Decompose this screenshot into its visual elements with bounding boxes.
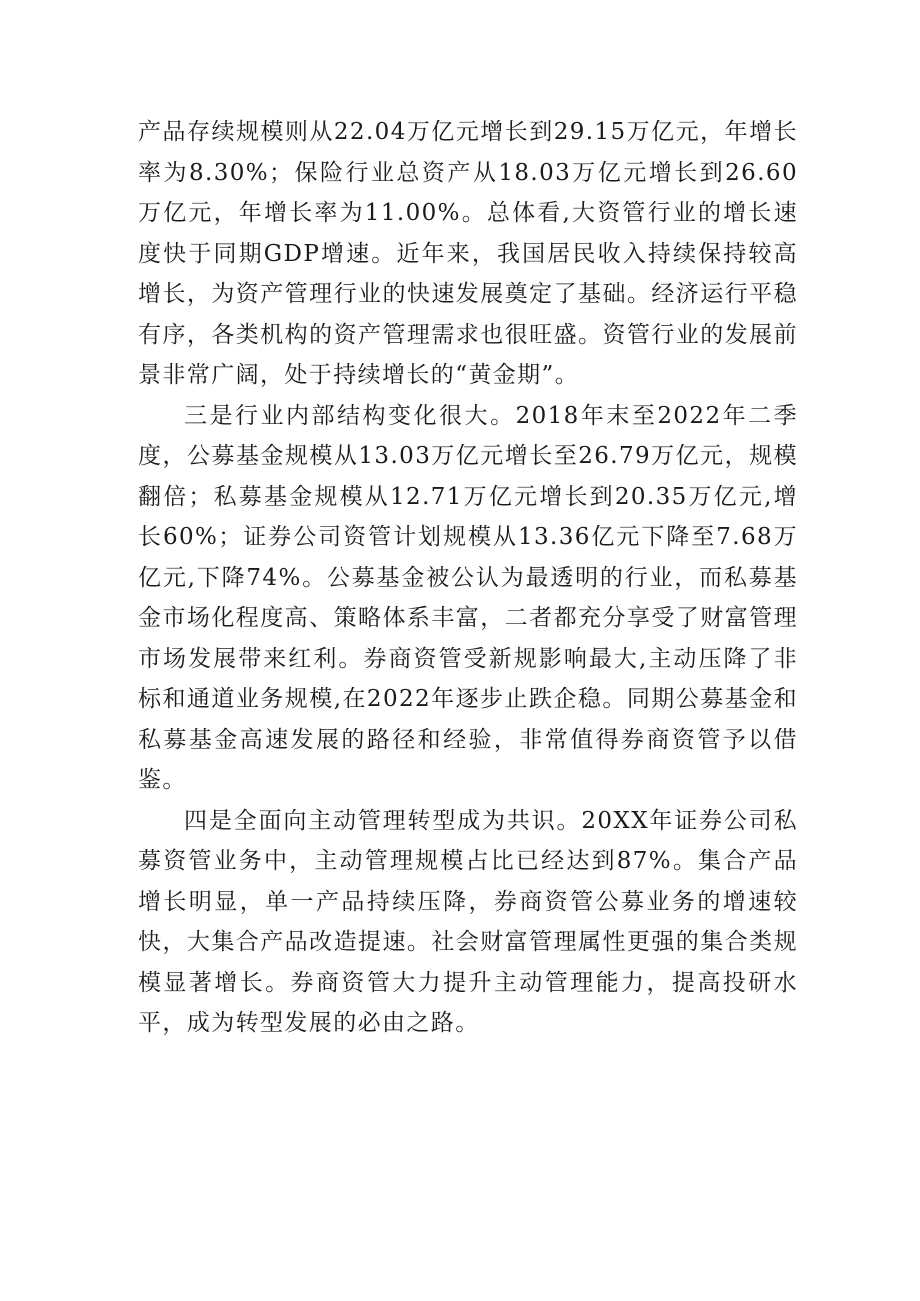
body-text: [138, 112, 798, 1044]
paragraph-active-management: 四是全面向主动管理转型成为共识。20XX年证券公司私募资管业务中，主动管理规模占比已经达到87%。集合产品增长明显，单一产品持续压降，券商资管公募业务的增速较快，大集合产品改造提速。社会财富管理属性更强的集合类规模显著增长。券商资管大力提升主动管理能力，提高投研水平，成为转型发展的必由之路。: [138, 807, 798, 1036]
paragraph-continuation: 产品存续规模则从22.04万亿元增长到29.15万亿元，年增长率为8.30%；保险行业总资产从18.03万亿元增长到26.60万亿元，年增长率为11.00%。总体看,大资管行业的增长速度快于同期GDP增速。近年来，我国居民收入持续保持较高增长，为资产管理行业的快速发展奠定了基础。经济运行平稳有序，各类机构的资产管理需求也很旺盛。资管行业的发展前景非常广阔，处于持续增长的“黄金期”。: [138, 119, 798, 388]
paragraph-structure-change: 三是行业内部结构变化很大。2018年末至2022年二季度，公募基金规模从13.03万亿元增长至26.79万亿元，规模翻倍；私募基金规模从12.71万亿元增长到20.35万亿元,增长60%；证券公司资管计划规模从13.36亿元下降至7.68万亿元,下降74%。公募基金被公认为最透明的行业，而私募基金市场化程度高、策略体系丰富，二者都充分享受了财富管理市场发展带来红利。券商资管受新规影响最大,主动压降了非标和通道业务规模,在2022年逐步止跌企稳。同期公募基金和私募基金高速发展的路径和经验，非常值得券商资管予以借鉴。: [138, 402, 798, 793]
